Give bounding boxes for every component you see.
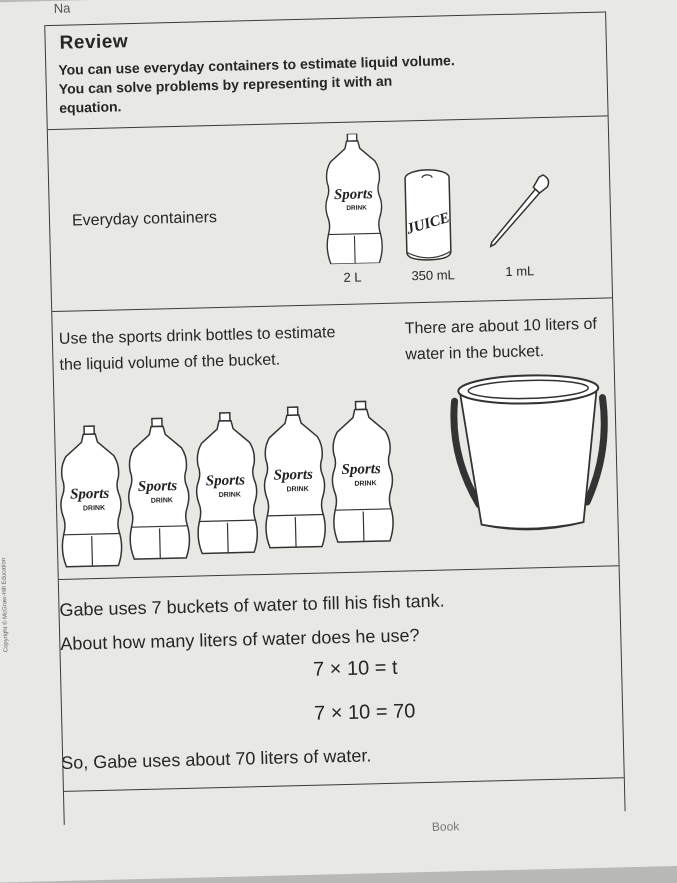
estimate-question: Use the sports drink bottles to estimate the liquid volume of the bucket. xyxy=(58,324,336,374)
problem-line-1: Gabe uses 7 buckets of water to fill his fish tank. xyxy=(59,590,445,620)
problem-line-2: About how many liters of water does he use? xyxy=(60,625,420,654)
svg-text:DRINK: DRINK xyxy=(354,480,377,488)
sports-drink-bottle-4 xyxy=(260,396,328,558)
sports-drink-bottle-icon xyxy=(320,133,387,265)
dropper-caption: 1 mL xyxy=(505,263,535,279)
copyright-credit: Copyright © McGraw-Hill Education xyxy=(1,557,10,653)
review-panel xyxy=(44,11,625,824)
section-divider-2 xyxy=(52,297,612,312)
name-label: Na xyxy=(53,0,71,16)
dropper-icon xyxy=(483,171,555,253)
equation-2: 7 × 10 = 70 xyxy=(313,700,416,725)
review-intro xyxy=(58,48,579,118)
bottom-rule xyxy=(64,777,624,792)
svg-text:Sports: Sports xyxy=(69,485,110,503)
svg-text:DRINK: DRINK xyxy=(218,491,241,500)
svg-text:Sports: Sports xyxy=(333,186,374,204)
bucket-icon xyxy=(446,361,615,535)
svg-text:DRINK: DRINK xyxy=(346,204,367,212)
sports-drink-bottle-2 xyxy=(125,408,193,570)
can-caption: 350 mL xyxy=(411,267,456,284)
bottle-caption: 2 L xyxy=(343,269,362,285)
juice-can-icon xyxy=(401,167,455,264)
section-divider-1 xyxy=(48,115,608,130)
equation-1: 7 × 10 = t xyxy=(312,656,398,681)
review-title: Review xyxy=(59,31,129,54)
svg-text:JUICE: JUICE xyxy=(404,209,452,238)
footer-mark: Book xyxy=(431,819,460,834)
svg-text:Sports: Sports xyxy=(273,466,314,484)
sports-drink-bottle-5 xyxy=(328,391,396,553)
review-line-1: You can use everyday containers to estimate liquid volume. xyxy=(58,52,455,78)
svg-text:DRINK: DRINK xyxy=(82,504,106,513)
svg-text:DRINK: DRINK xyxy=(286,485,309,494)
sports-drink-bottle-3 xyxy=(193,402,261,564)
top-rule xyxy=(45,11,605,26)
sports-drink-bottle-1 xyxy=(57,415,125,577)
svg-text:Sports: Sports xyxy=(205,472,246,490)
conclusion-text: So, Gabe uses about 70 liters of water. xyxy=(61,745,372,773)
svg-text:Sports: Sports xyxy=(137,478,178,496)
review-line-2: You can solve problems by representing it with an xyxy=(58,72,393,97)
problem-text xyxy=(59,580,581,661)
svg-text:DRINK: DRINK xyxy=(150,497,174,505)
everyday-containers-label: Everyday containers xyxy=(71,208,218,230)
estimate-answer: There are about 10 liters of water in the bucket. xyxy=(404,315,598,364)
bottles-row xyxy=(56,382,410,575)
review-line-3: equation. xyxy=(59,98,122,116)
svg-text:Sports: Sports xyxy=(341,461,381,479)
